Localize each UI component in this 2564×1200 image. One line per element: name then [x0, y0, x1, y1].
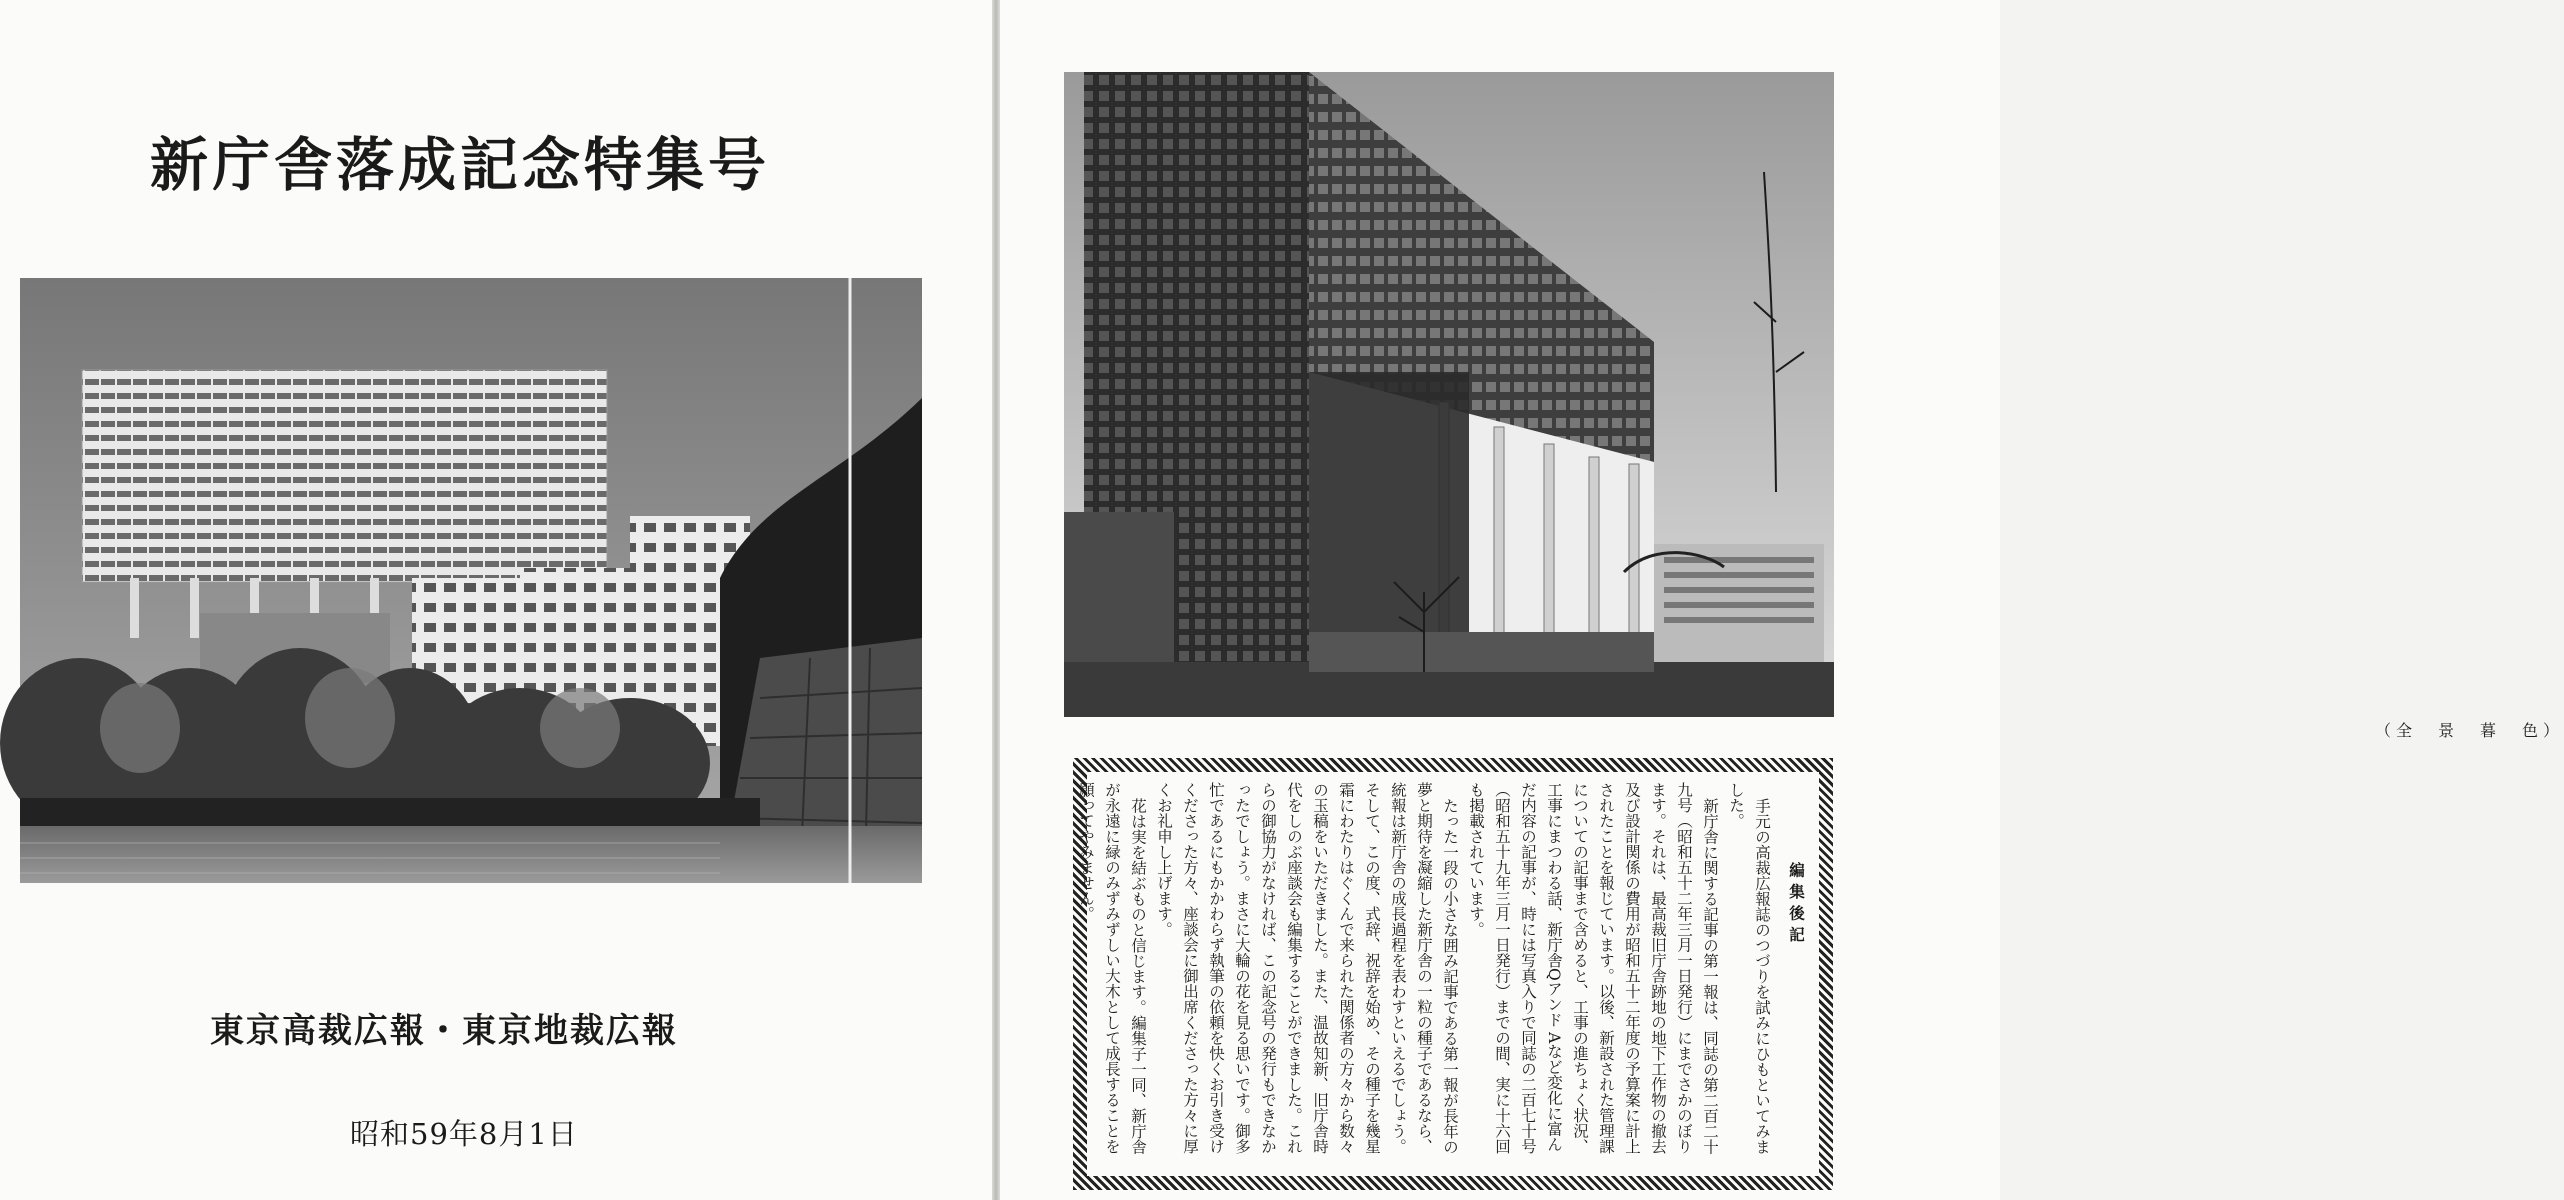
afterword-paragraph: たった一段の小さな囲み記事である第一報が長年の夢と期待を凝縮した新庁舎の一粒の種子であるなら、統報は新庁舎の成長過程を表わすといえるでしょう。そして、この度、式辞、祝辞を始め、その種子を幾星霜にわたりはぐくんで来られた関係者の方々から数々の玉稿をいただきました。また、温故知新、旧庁舎時代をしのぶ座談会も編集することができました。これらの御協力がなければ、この記念号の発行もできなかったでしょう。まさに大輪の花を見る思いです。御多忙であるにもかかわらず執筆の依頼を快くお引き受けくださった方々、座談会に御出席くださった方々に厚くお礼申し上げます。: [1155, 782, 1459, 1154]
cover-title: 新庁舎落成記念特集号: [150, 131, 771, 199]
afterword-body: [1073, 782, 1775, 1166]
courthouse-cover-photo: [20, 278, 922, 883]
photo-caption: （全 景 暮 色）: [2375, 721, 2564, 740]
cover-page: [0, 0, 992, 1200]
issue-date: 昭和59年8月1日: [350, 1117, 578, 1151]
afterword-frame: [1073, 758, 1833, 1190]
afterword-paragraph: 手元の高裁広報誌のつづりを試みにひもといてみました。: [1727, 782, 1771, 1154]
page-spine: [992, 0, 1000, 1200]
afterword-heading: 編集後記: [1787, 862, 1806, 948]
afterword-text: [1077, 782, 1809, 1166]
courthouse-dusk-photo: [1064, 72, 1834, 717]
publisher-names: 東京高裁広報・東京地裁広報: [210, 1011, 678, 1051]
afterword-paragraph: 新庁舎に関する記事の第一報は、同誌の第二百二十九号（昭和五十二年三月一日発行）にまでさかのぼります。それは、最高裁旧庁舎跡地の地下工作物の撤去及び設計関係の費用が昭和五十二年度の予算案に計上されたことを報じています。以後、新設された管理課についての記事まで含めると、工事の進ちょく状況、工事にまつわる話、新庁舎Qアンド Aなど変化に富んだ内容の記事が、時には写真入りで同誌の二百七十号（昭和五十九年三月一日発行）までの間、実に十六回も掲載されています。: [1467, 782, 1719, 1154]
afterword-paragraph: 花は実を結ぶものと信じます。編集子一同、新庁舎が永遠に緑のみずみずしい大木として成長することを願ってやみません。: [1077, 782, 1147, 1154]
afterword-page: [1000, 0, 2564, 1200]
